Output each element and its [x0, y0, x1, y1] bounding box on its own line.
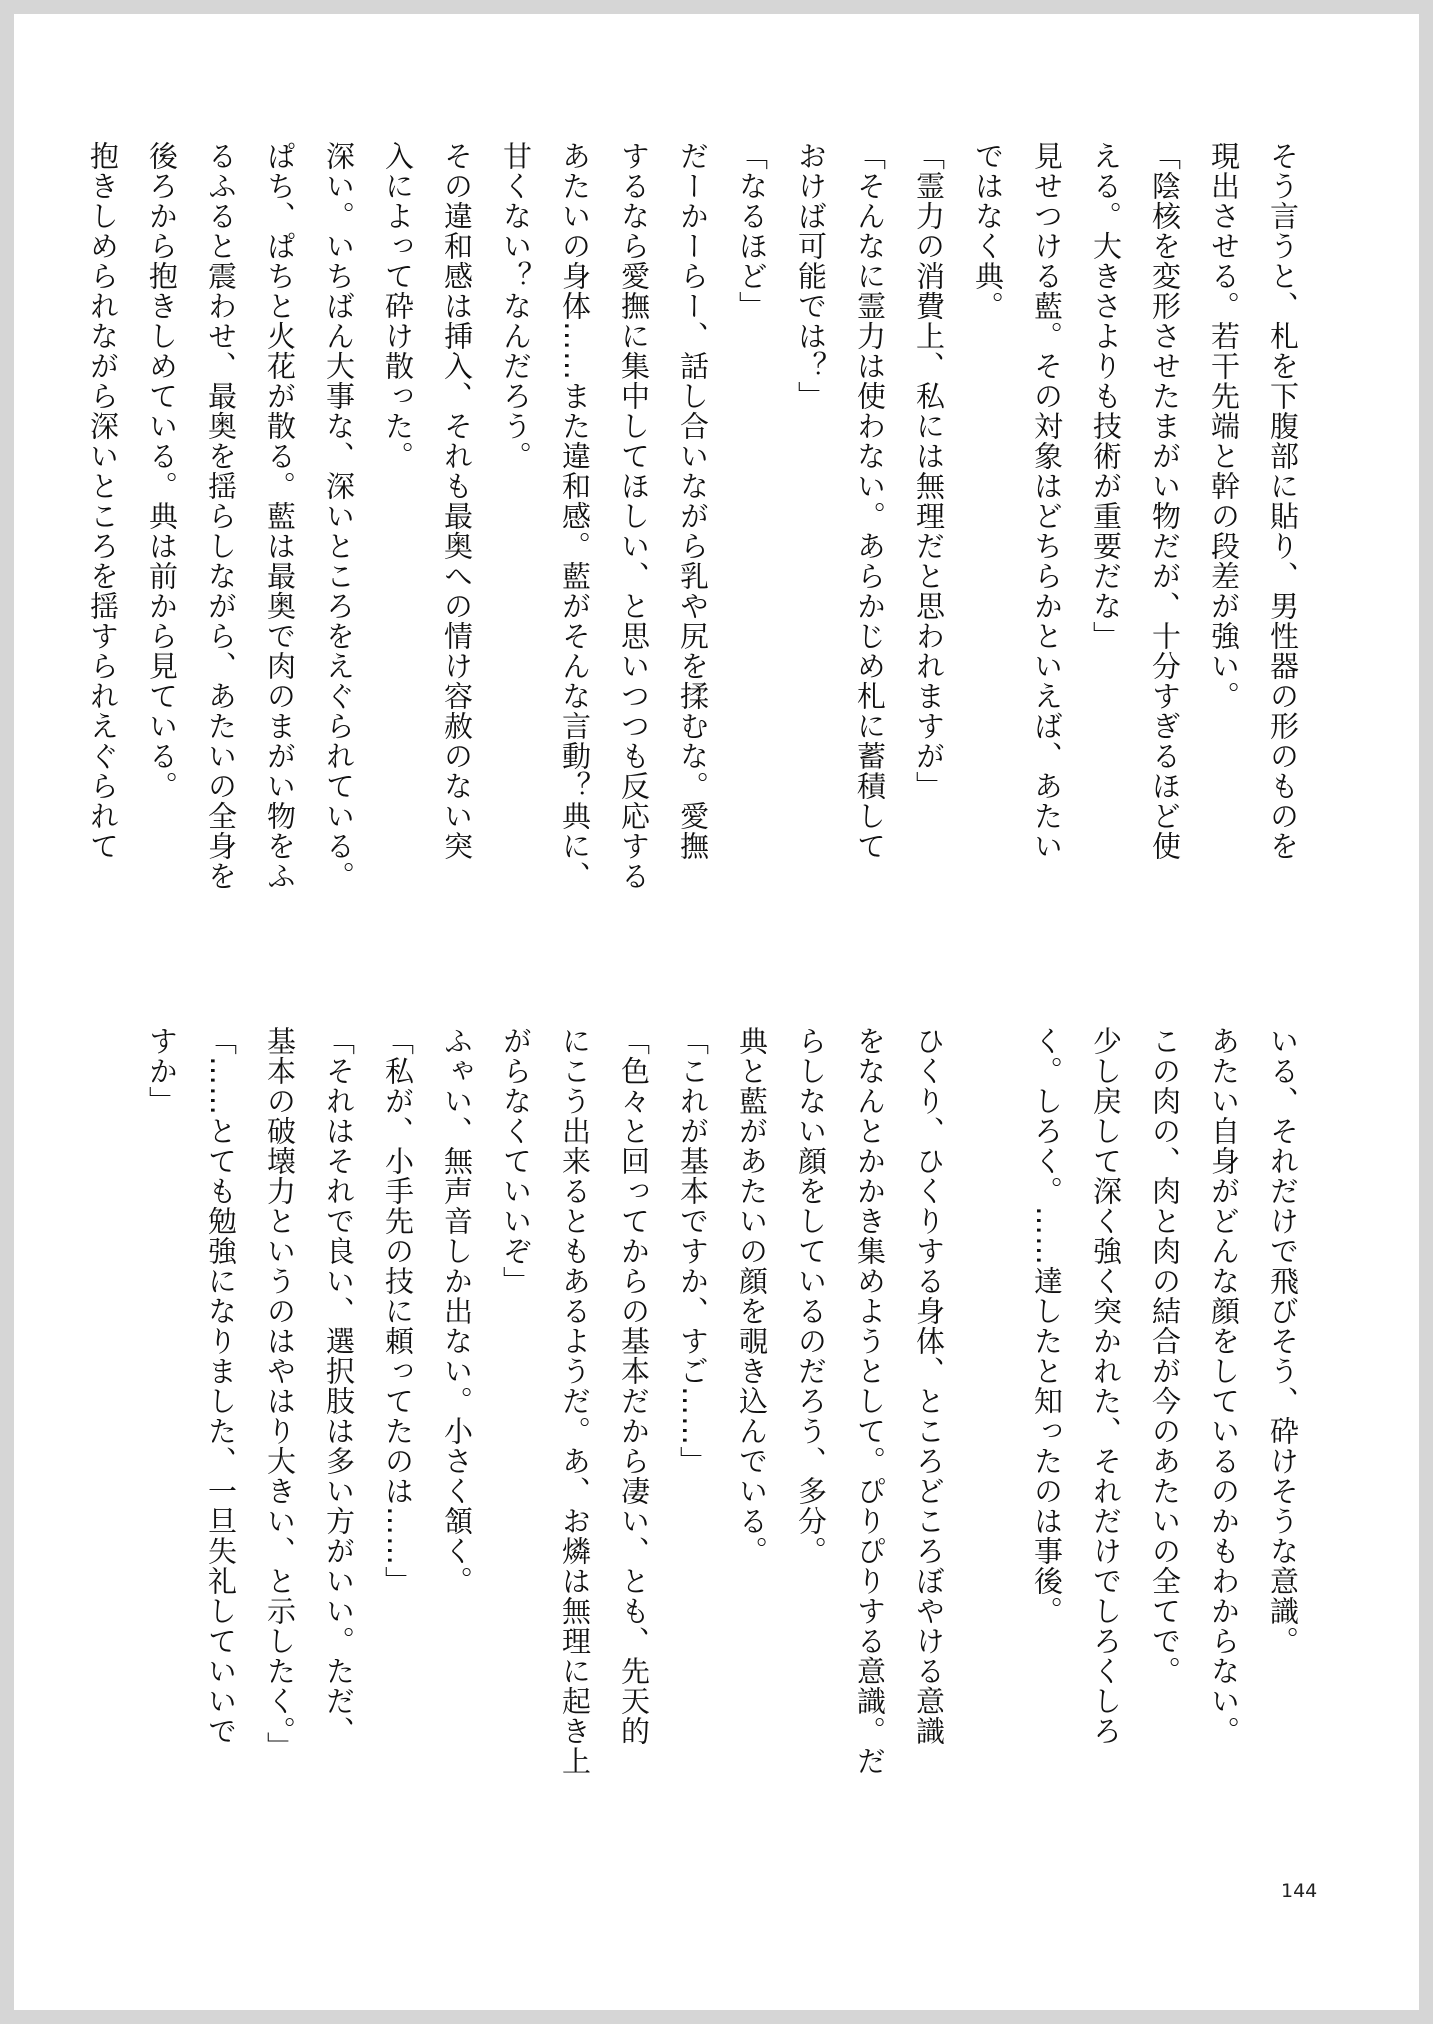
text-line: おけば可能では？」 [794, 141, 828, 411]
text-line: ひくり、ひくりする身体、ところどころぼやける意識 [912, 1026, 946, 1746]
text-line: く。しろく。……達したと知ったのは事後。 [1030, 1026, 1064, 1626]
text-line: 「陰核を変形させたまがい物だが、十分すぎるほど使 [1148, 141, 1182, 861]
text-line: 「そんなに霊力は使わない。あらかじめ札に蓄積して [853, 141, 887, 861]
text-block-top [86, 141, 1312, 991]
text-line: そう言うと、札を下腹部に貼り、男性器の形のものを [1266, 141, 1300, 861]
text-line: にこう出来るともあるようだ。あ、お燐は無理に起き上 [558, 1026, 592, 1776]
text-line: するなら愛撫に集中してほしい、と思いつつも反応する [617, 141, 651, 891]
text-line: 少し戻して深く強く突かれた、それだけでしろくしろ [1089, 1026, 1123, 1746]
text-line: 「……とても勉強になりました、一旦失礼していいで [204, 1026, 238, 1746]
text-line: 典と藍があたいの顔を覗き込んでいる。 [735, 1026, 769, 1566]
text-line: あたいの身体……また違和感。藍がそんな言動？典に、 [558, 141, 592, 891]
blank-line [958, 1026, 1017, 1876]
page [14, 14, 1419, 2010]
text-line: あたい自身がどんな顔をしているのかもわからない。 [1207, 1026, 1241, 1746]
text-line: ではなく典。 [971, 141, 1005, 321]
text-line: 抱きしめられながら深いところを揺すられえぐられて [86, 141, 120, 861]
text-line: ふゃい、無声音しか出ない。小さく頷く。 [440, 1026, 474, 1596]
text-line: だーかーらー、話し合いながら乳や尻を揉むな。愛撫 [676, 141, 710, 861]
text-line: 後ろから抱きしめている。典は前から見ている。 [145, 141, 179, 801]
text-line: この肉の、肉と肉の結合が今のあたいの全てで。 [1148, 1026, 1182, 1686]
text-line: がらなくていいぞ」 [499, 1026, 533, 1296]
text-line: 深い。いちばん大事な、深いところをえぐられている。 [322, 141, 356, 891]
text-line: える。大きさよりも技術が重要だな」 [1089, 141, 1123, 651]
text-line: 「私が、小手先の技に頼ってたのは……」 [381, 1026, 415, 1596]
text-line: ぱち、ぱちと火花が散る。藍は最奥で肉のまがい物をふ [263, 141, 297, 891]
text-line: 「色々と回ってからの基本だから凄い、とも、先天的 [617, 1026, 651, 1746]
text-line: るふると震わせ、最奥を揺らしながら、あたいの全身を [204, 141, 238, 891]
page-number: 144 [1281, 1880, 1318, 1902]
text-line: らしない顔をしているのだろう、多分。 [794, 1026, 828, 1566]
text-line: 入によって砕け散った。 [381, 141, 415, 471]
text-line: 甘くない？なんだろう。 [499, 141, 533, 471]
text-line: いる、それだけで飛びそう、砕けそうな意識。 [1266, 1026, 1300, 1656]
text-line: その違和感は挿入、それも最奥への情け容赦のない突 [440, 141, 474, 861]
text-line: 現出させる。若干先端と幹の段差が強い。 [1207, 141, 1241, 711]
text-line: すか」 [145, 1026, 179, 1116]
text-line: 「なるほど」 [735, 141, 769, 321]
text-line: 見せつける藍。その対象はどちらかといえば、あたい [1030, 141, 1064, 861]
text-line: をなんとかかき集めようとして。ぴりぴりする意識。だ [853, 1026, 887, 1776]
text-block-bottom [145, 1026, 1312, 1876]
text-line: 「これが基本ですか、すご……」 [676, 1026, 710, 1476]
text-line: 「霊力の消費上、私には無理だと思われますが」 [912, 141, 946, 801]
text-line: 「それはそれで良い、選択肢は多い方がいい。ただ、 [322, 1026, 356, 1746]
text-line: 基本の破壊力というのはやはり大きい、と示したく。」 [263, 1026, 297, 1762]
